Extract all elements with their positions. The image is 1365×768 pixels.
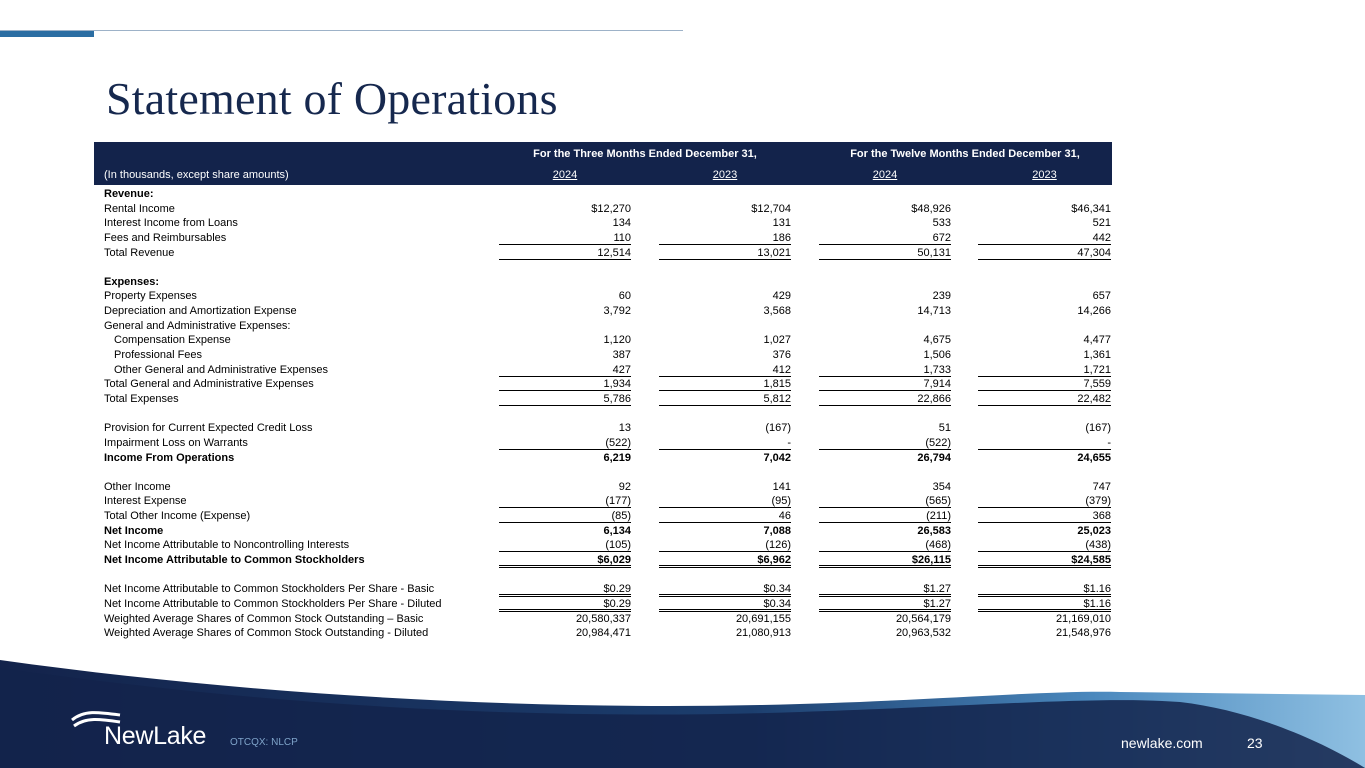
row-label: Net Income Attributable to Common Stockholders Per Share - Diluted [104,597,442,610]
row-value: - [659,436,791,450]
row-value: 7,088 [763,524,791,537]
table-row [94,260,1112,275]
row-value: (85) [499,509,631,523]
row-value: $1.16 [978,597,1111,612]
row-label: Total Expenses [104,392,179,405]
row-value: 26,583 [917,524,951,537]
row-value: 22,866 [819,392,951,406]
row-value: (167) [765,422,791,435]
row-value: $6,962 [659,553,791,568]
row-value: (522) [819,436,951,450]
row-value: 7,914 [819,377,951,391]
row-value: 141 [772,480,791,493]
row-value: 21,169,010 [1055,612,1111,625]
row-value: 7,042 [763,451,791,464]
table-row [94,538,1112,553]
row-value: 4,477 [1083,334,1111,347]
row-value: 51 [938,422,951,435]
row-label: Other General and Administrative Expenses [114,363,329,376]
top-accent-bar [0,31,94,37]
row-value: (522) [499,436,631,450]
row-value: (177) [499,494,631,508]
row-label: Rental Income [104,202,175,215]
header-year: 2023 [1032,169,1057,181]
row-value: $48,926 [911,202,951,215]
row-value: 186 [659,231,791,245]
row-value: 21,548,976 [1055,627,1111,640]
row-value: 6,219 [603,451,631,464]
row-value: 1,506 [923,349,951,362]
row-label: Total Other Income (Expense) [104,510,251,523]
table-row [94,524,1112,539]
row-value: 1,721 [978,363,1111,377]
table-row [94,246,1112,261]
row-label: Weighted Average Shares of Common Stock Outstanding – Basic [104,612,424,625]
table-row [94,553,1112,568]
row-value: 429 [772,290,791,303]
table-row [94,231,1112,246]
table-row [94,202,1112,217]
row-label: Impairment Loss on Warrants [104,436,248,449]
row-label: Depreciation and Amortization Expense [104,305,297,318]
row-value: (105) [499,538,631,552]
table-row [94,216,1112,231]
table-row [94,582,1112,597]
row-value: 12,514 [499,246,631,260]
row-value: $12,704 [751,202,791,215]
row-label: Revenue: [104,188,154,200]
row-value: 1,120 [603,334,631,347]
row-value: 46 [659,509,791,523]
table-row [94,480,1112,495]
row-value: (126) [659,538,791,552]
table-row [94,509,1112,524]
row-label: Professional Fees [114,349,203,362]
row-value: 442 [978,231,1111,245]
row-value: (211) [819,509,951,523]
row-value: $12,270 [591,202,631,215]
row-value: 7,559 [978,377,1111,391]
row-value: 20,691,155 [735,612,791,625]
table-row [94,348,1112,363]
table-row [94,421,1112,436]
row-value: 368 [978,509,1111,523]
table-body [94,185,1112,641]
row-value: 14,266 [1077,305,1111,318]
row-value: 5,812 [659,392,791,406]
table-row [94,465,1112,480]
row-value: 672 [819,231,951,245]
table-row [94,451,1112,466]
row-value: 134 [612,217,631,230]
row-value: 24,655 [1077,451,1111,464]
header-three-months: For the Three Months Ended December 31, [533,148,757,160]
table-header [94,142,1112,185]
row-value: 427 [499,363,631,377]
row-label: General and Administrative Expenses: [104,319,291,332]
row-value: 92 [618,480,631,493]
row-value: $1.27 [819,597,951,612]
row-value: 110 [499,231,631,245]
table-row [94,377,1112,392]
row-value: (565) [819,494,951,508]
row-value: 20,984,471 [575,627,631,640]
row-value: - [978,436,1111,450]
header-year: 2024 [872,169,898,181]
row-value: 20,564,179 [895,612,951,625]
row-value: 239 [932,290,951,303]
row-value: $46,341 [1071,202,1111,215]
row-value: 387 [612,349,631,362]
row-value: 60 [618,290,631,303]
website-link[interactable]: newlake.com [1121,735,1203,751]
table-row [94,333,1112,348]
row-value: 26,794 [917,451,951,464]
row-label: Net Income [104,524,164,537]
row-value: $0.34 [659,582,791,597]
row-label: Interest Income from Loans [104,217,238,230]
row-value: 22,482 [978,392,1111,406]
table-row [94,289,1112,304]
table-row [94,612,1112,627]
page-title: Statement of Operations [106,73,558,124]
row-value: 47,304 [978,246,1111,260]
row-value: 20,580,337 [575,612,631,625]
row-value: $6,029 [499,553,631,568]
row-value: 21,080,913 [735,627,791,640]
row-label: Other Income [104,480,171,493]
table-row [94,187,1112,202]
table-row [94,626,1112,641]
row-label: Net Income Attributable to Common Stockholders [104,554,365,567]
row-value: 657 [1092,290,1111,303]
row-value: (167) [1085,422,1111,435]
row-value: 1,361 [1083,349,1111,362]
row-label: Interest Expense [104,495,187,508]
row-value: 6,134 [603,524,631,537]
row-value: 533 [932,217,951,230]
row-value: 521 [1092,217,1111,230]
row-value: 131 [772,217,791,230]
table-row [94,597,1112,612]
row-value: 747 [1092,480,1111,493]
row-value: $0.34 [659,597,791,612]
row-value: $1.27 [819,582,951,597]
table-row [94,319,1112,334]
row-value: (438) [978,538,1111,552]
ticker-symbol: OTCQX: NLCP [230,737,298,748]
header-twelve-months: For the Twelve Months Ended December 31, [850,148,1080,160]
row-label: Total General and Administrative Expenses [104,378,314,391]
header-year: 2023 [712,169,738,181]
row-label: Weighted Average Shares of Common Stock Outstanding - Diluted [104,627,429,640]
row-value: 354 [932,480,951,493]
header-year: 2024 [552,169,578,181]
row-value: $0.29 [499,597,631,612]
row-label: Expenses: [104,275,160,288]
row-value: $0.29 [499,582,631,597]
row-value: (379) [978,494,1111,508]
table-row [94,494,1112,509]
top-divider-line [0,30,683,31]
row-label: Fees and Reimbursables [104,231,227,244]
table-row [94,436,1112,451]
page-number: 23 [1247,735,1263,751]
row-value: 1,733 [819,363,951,377]
row-value: 3,792 [603,305,631,318]
row-value: 14,713 [917,305,951,318]
row-value: $1.16 [978,582,1111,597]
row-value: 25,023 [1077,524,1111,537]
financial-table [94,142,1112,641]
row-value: 13 [618,422,631,435]
row-label: Compensation Expense [114,334,231,347]
table-row [94,407,1112,422]
row-value: 50,131 [819,246,951,260]
row-value: 1,027 [763,334,791,347]
brand-name: NewLake [104,722,207,750]
row-label: Property Expenses [104,290,197,303]
row-value: 412 [659,363,791,377]
row-value: 13,021 [659,246,791,260]
row-value: 4,675 [923,334,951,347]
row-label: Provision for Current Expected Credit Loss [104,422,313,435]
header-units: (In thousands, except share amounts) [104,169,289,181]
row-label: Net Income Attributable to Common Stockholders Per Share - Basic [104,583,435,596]
row-label: Income From Operations [104,451,235,464]
row-value: 5,786 [499,392,631,406]
row-value: $26,115 [819,553,951,568]
row-value: (95) [659,494,791,508]
table-row [94,568,1112,583]
row-label: Net Income Attributable to Noncontrolling Interests [104,539,350,552]
table-row [94,392,1112,407]
row-value: 3,568 [763,305,791,318]
row-value: 1,934 [499,377,631,391]
row-value: 1,815 [659,377,791,391]
row-value: 20,963,532 [895,627,951,640]
table-row [94,275,1112,290]
row-value: 376 [772,349,791,362]
table-row [94,363,1112,378]
table-row [94,304,1112,319]
row-label: Total Revenue [104,246,175,259]
row-value: (468) [819,538,951,552]
row-value: $24,585 [978,553,1111,568]
